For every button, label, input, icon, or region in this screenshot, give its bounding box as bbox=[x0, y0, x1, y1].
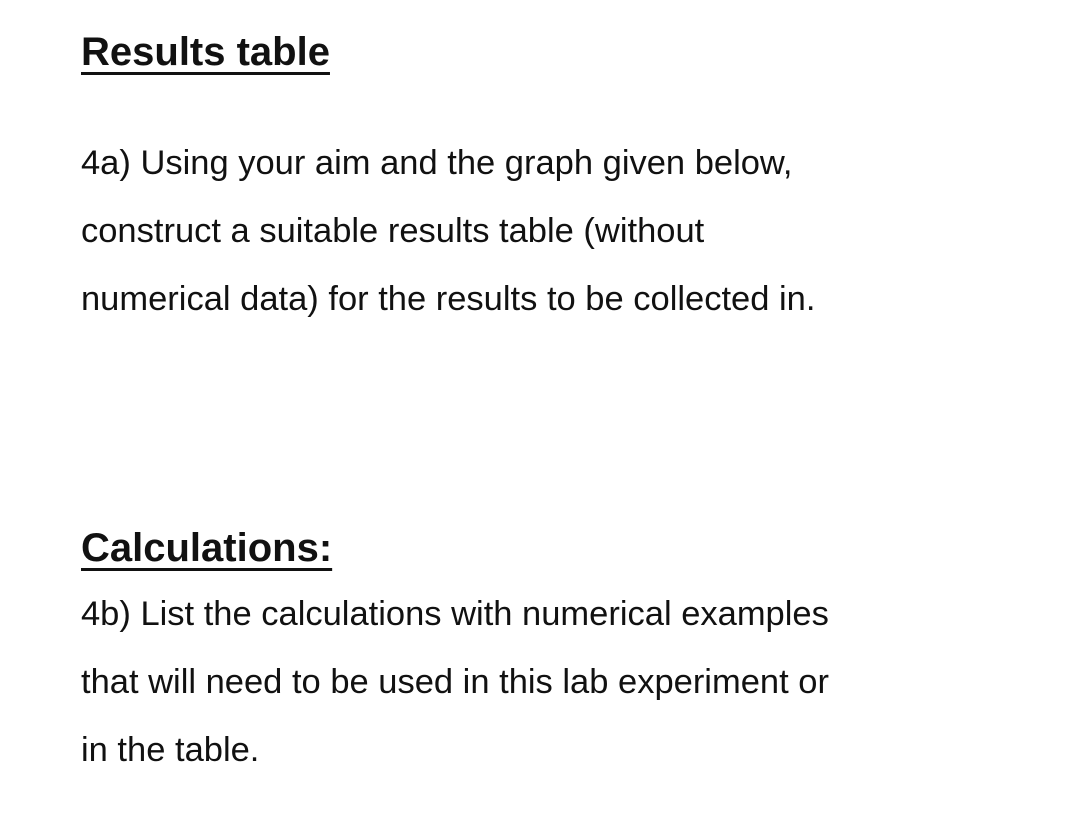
question-4a-line: numerical data) for the results to be collected in. bbox=[81, 280, 816, 318]
question-4a-line: construct a suitable results table (without bbox=[81, 212, 705, 250]
calculations-heading: Calculations: bbox=[81, 526, 333, 570]
question-4b-line: that will need to be used in this lab experiment or bbox=[81, 663, 829, 701]
question-4a-line: 4a) Using your aim and the graph given below, bbox=[81, 144, 793, 182]
results-table-heading: Results table bbox=[81, 30, 330, 74]
question-4b bbox=[81, 580, 1041, 784]
question-4a bbox=[81, 129, 1041, 333]
question-4b-line: 4b) List the calculations with numerical examples bbox=[81, 595, 829, 633]
question-4b-line: in the table. bbox=[81, 731, 260, 769]
